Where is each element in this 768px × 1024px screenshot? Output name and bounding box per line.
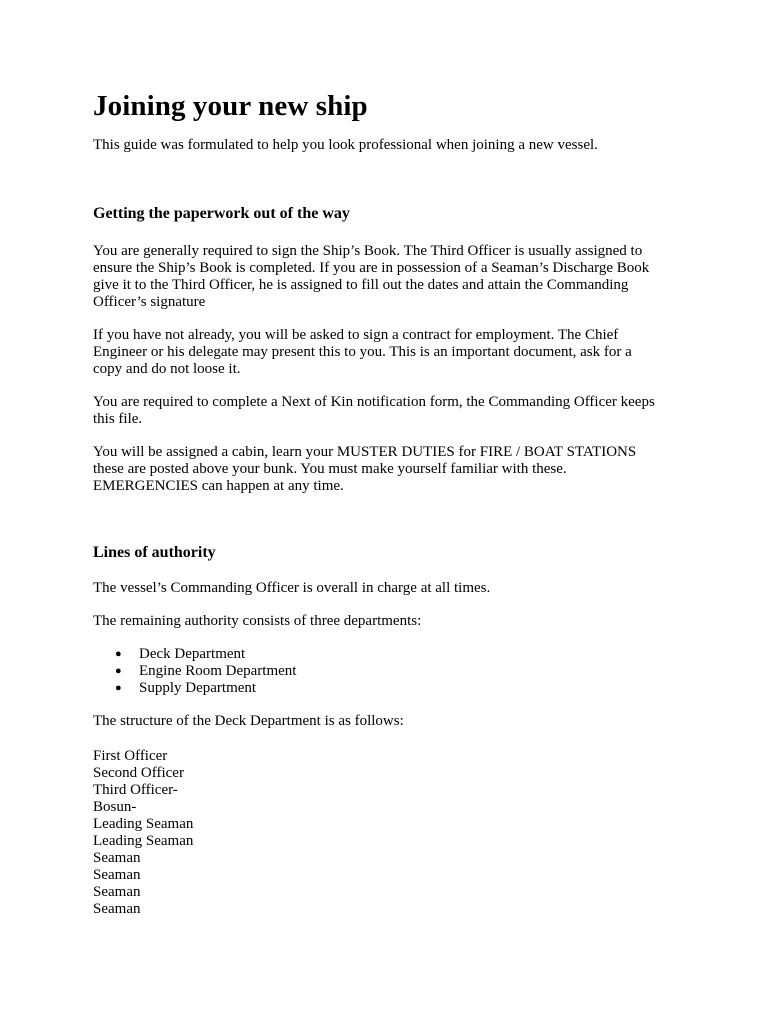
paragraph-line: You will be assigned a cabin, learn your MUSTER DUTIES for FIRE / BOAT STATIONS xyxy=(93,444,637,460)
document-page xyxy=(93,88,693,918)
paragraph-line: You are required to complete a Next of Kin notification form, the Commanding Officer keeps xyxy=(93,394,655,410)
rank-item: Seaman xyxy=(93,884,141,900)
department-label: Deck Department xyxy=(139,646,246,662)
intro-paragraph: This guide was formulated to help you look professional when joining a new vessel. xyxy=(93,137,598,153)
rank-item: Leading Seaman xyxy=(93,816,194,832)
bullet-icon: ● xyxy=(115,665,122,677)
section-heading-authority: Lines of authority xyxy=(93,544,216,561)
paragraph-line: EMERGENCIES can happen at any time. xyxy=(93,478,344,494)
paragraph-line: If you have not already, you will be asked to sign a contract for employment. The Chief xyxy=(93,327,619,343)
deck-ranks-list xyxy=(93,748,693,918)
section-heading-paperwork: Getting the paperwork out of the way xyxy=(93,205,350,222)
bullet-icon: ● xyxy=(115,648,122,660)
paragraph-muster-duties xyxy=(93,444,693,495)
department-label: Supply Department xyxy=(139,680,257,696)
rank-item: Seaman xyxy=(93,850,141,866)
paragraph-line: Officer’s signature xyxy=(93,294,206,310)
rank-item: Seaman xyxy=(93,867,141,883)
bullet-icon: ● xyxy=(115,682,122,694)
rank-item: Third Officer- xyxy=(93,782,178,798)
rank-item: Second Officer xyxy=(93,765,184,781)
paragraph-contract xyxy=(93,327,693,378)
paragraph-line: these are posted above your bunk. You must make yourself familiar with these. xyxy=(93,461,567,477)
departments-list xyxy=(93,646,693,697)
paragraph-line: copy and do not loose it. xyxy=(93,361,241,377)
paragraph-line: Engineer or his delegate may present this to you. This is an important document, ask for a xyxy=(93,344,632,360)
paragraph-departments-intro: The remaining authority consists of three departments: xyxy=(93,613,422,629)
rank-item: Seaman xyxy=(93,901,141,917)
document-title: Joining your new ship xyxy=(93,90,368,122)
list-item xyxy=(93,663,693,680)
rank-item: First Officer xyxy=(93,748,168,764)
list-item xyxy=(93,680,693,697)
paragraph-line: give it to the Third Officer, he is assigned to fill out the dates and attain the Commanding xyxy=(93,277,629,293)
list-item xyxy=(93,646,693,663)
paragraph-line: You are generally required to sign the Ship’s Book. The Third Officer is usually assigned to xyxy=(93,243,643,259)
paragraph-line: this file. xyxy=(93,411,143,427)
paragraph-line: ensure the Ship’s Book is completed. If you are in possession of a Seaman’s Discharge Book xyxy=(93,260,650,276)
department-label: Engine Room Department xyxy=(139,663,297,679)
paragraph-deck-structure: The structure of the Deck Department is as follows: xyxy=(93,713,404,729)
paragraph-next-of-kin xyxy=(93,394,693,428)
paragraph-ships-book xyxy=(93,243,693,311)
rank-item: Leading Seaman xyxy=(93,833,194,849)
rank-item: Bosun- xyxy=(93,799,137,815)
paragraph-commanding-officer: The vessel’s Commanding Officer is overall in charge at all times. xyxy=(93,580,491,596)
